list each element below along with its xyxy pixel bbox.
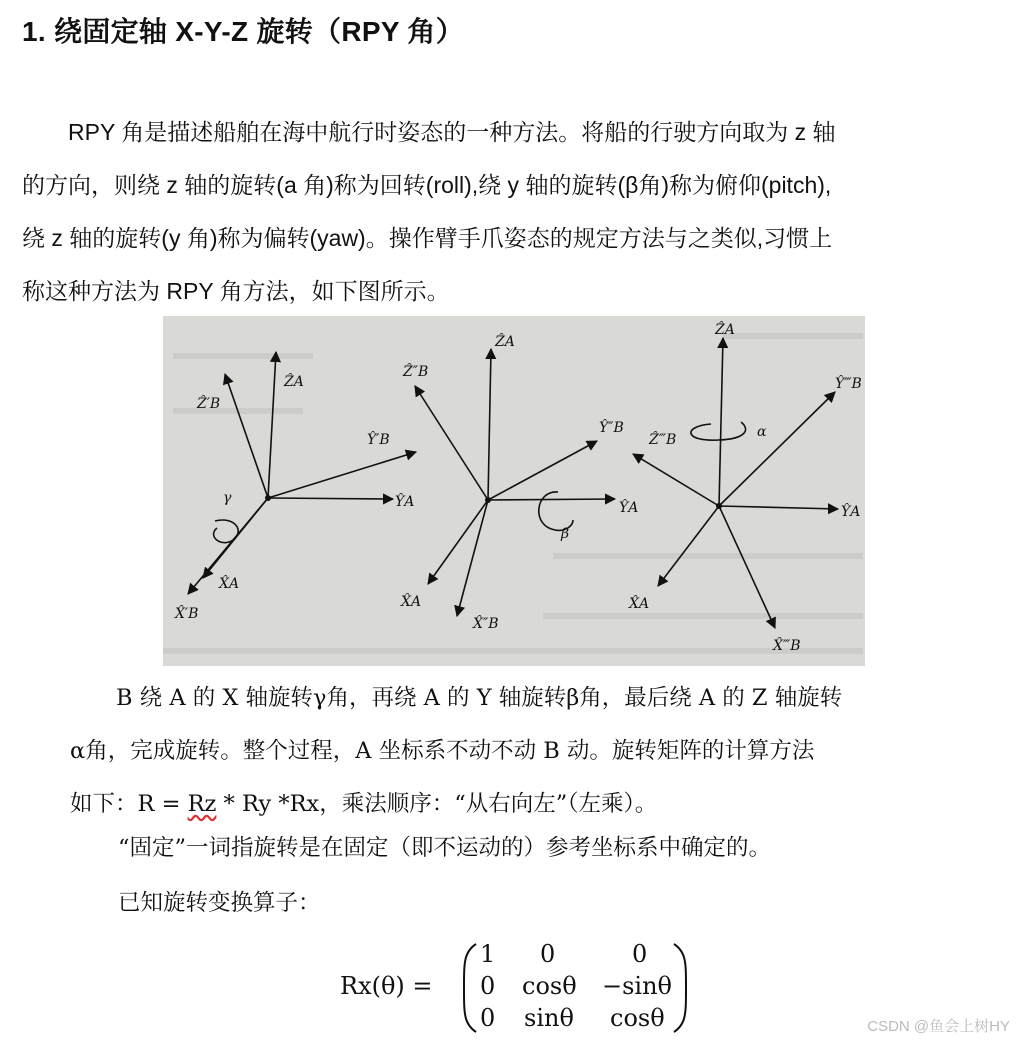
p3-za: ẐA: [715, 322, 735, 338]
p1-xb: X̂′B: [175, 606, 199, 622]
formula-post: * Ry *Rx，乘法顺序：“从右向左”（左乘）。: [216, 791, 658, 817]
p1-xa: X̂A: [219, 576, 240, 592]
matrix-cell: sinθ: [524, 1004, 574, 1032]
operator-intro: 已知旋转变换算子：: [118, 890, 321, 916]
intro-line: RPY 角是描述船舶在海中航行时姿态的一种方法。将船的行驶方向取为 z 轴: [68, 119, 836, 145]
matrix-cell: 0: [632, 940, 648, 968]
p1-angle: γ: [223, 490, 232, 506]
matrix-cell: cosθ: [610, 1004, 665, 1032]
section-heading: 1. 绕固定轴 X-Y-Z 旋转（RPY 角）: [22, 16, 464, 47]
intro-paragraph: [22, 106, 967, 318]
formula-rz: Rz: [187, 791, 217, 817]
matrix-cell: 0: [480, 1004, 496, 1032]
matrix-label: Rx(θ) =: [340, 972, 433, 1000]
rotation-paragraph: [70, 672, 970, 831]
p3-ya: ŶA: [841, 504, 861, 520]
p3-xb: X̂‴B: [773, 638, 801, 654]
rotation-line: α角，完成旋转。整个过程，A 坐标系不动不动 B 动。旋转矩阵的计算方法: [70, 738, 815, 764]
left-paren: [460, 942, 480, 1034]
p1-zb: Ẑ′B: [197, 396, 221, 412]
p2-ya: ŶA: [619, 500, 639, 516]
csdn-watermark: CSDN @鱼会上树HY: [867, 1018, 1010, 1035]
matrix-cell: 0: [480, 972, 496, 1000]
p2-xa: X̂A: [401, 594, 422, 610]
p2-xb: X̂″B: [473, 616, 499, 632]
formula-pre: 如下：R =: [70, 791, 188, 817]
p2-yb: Ŷ″B: [599, 420, 624, 436]
p2-za: ẐA: [495, 334, 515, 350]
matrix-cell: cosθ: [522, 972, 577, 1000]
intro-line: 绕 z 轴的旋转(y 角)称为偏转(yaw)。操作臂手爪姿态的规定方法与之类似,习惯上: [22, 225, 833, 251]
matrix-cell: −sinθ: [602, 972, 673, 1000]
intro-line: 称这种方法为 RPY 角方法，如下图所示。: [22, 278, 450, 304]
p2-zb: Ẑ″B: [403, 364, 429, 380]
p1-ya: ŶA: [395, 494, 415, 510]
matrix-cell: 0: [540, 940, 556, 968]
p3-xa: X̂A: [629, 596, 650, 612]
p3-zb: Ẑ‴B: [649, 432, 677, 448]
p1-yb: Ŷ′B: [367, 432, 390, 448]
p3-yb: Ŷ‴B: [835, 376, 862, 392]
rx-matrix: [340, 940, 700, 1035]
rotation-line: [70, 778, 970, 831]
rpy-figure-photo: [163, 316, 865, 666]
intro-line: 的方向，则绕 z 轴的旋转(a 角)称为回转(roll),绕 y 轴的旋转(β角)称为俯仰(pitch),: [22, 172, 832, 198]
p1-za: ẐA: [284, 374, 304, 390]
fixed-definition: “固定”一词指旋转是在固定（即不运动的）参考坐标系中确定的。: [118, 835, 772, 861]
p2-angle: β: [561, 526, 570, 542]
matrix-cell: 1: [480, 940, 496, 968]
right-paren: [670, 942, 690, 1034]
p3-angle: α: [757, 424, 767, 440]
rotation-line: B 绕 A 的 X 轴旋转γ角，再绕 A 的 Y 轴旋转β角，最后绕 A 的 Z 轴旋转: [116, 685, 843, 711]
